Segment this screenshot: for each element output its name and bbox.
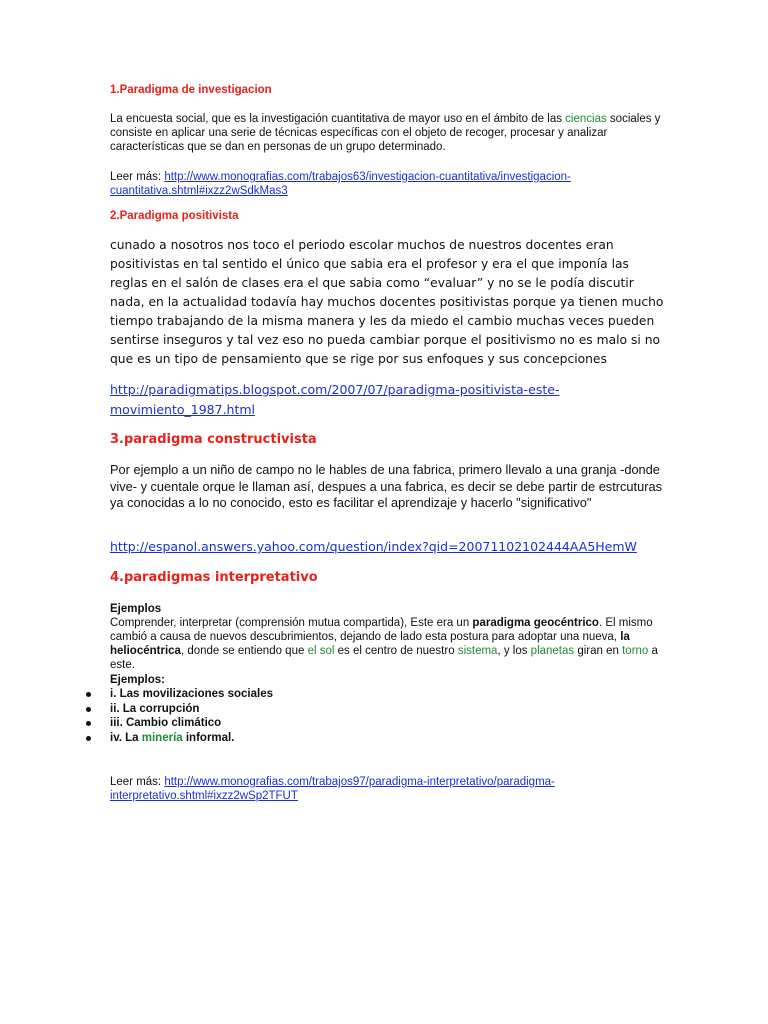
leer-mas-label-4: Leer más: xyxy=(110,776,165,788)
section-4-source xyxy=(110,775,666,803)
s4-text-4: es el centro de nuestro xyxy=(334,645,458,657)
s4-text-7: a este. xyxy=(110,645,658,671)
section-1-text-a: La encuesta social, que es la investigación cuantitativa de mayor uso en el ámbito de las xyxy=(110,113,566,125)
section-3-link[interactable]: http://espanol.answers.yahoo.com/question/index?qid=20071102102444AA5HemW xyxy=(110,539,637,554)
section-4-link[interactable]: http://www.monografias.com/trabajos97/paradigma-interpretativo/paradigma-interpretativo.shtml#ixzz2wSp2TFUT xyxy=(110,776,555,802)
list-item-text: iii. Cambio climático xyxy=(110,717,222,729)
section-1-paragraph xyxy=(110,112,666,154)
list-item xyxy=(86,702,646,717)
section-2-link[interactable]: http://paradigmatips.blogspot.com/2007/07/paradigma-positivista-este-movimiento_1987.html xyxy=(110,382,560,417)
section-3-source xyxy=(110,537,666,557)
section-4-heading: 4.paradigmas interpretativo xyxy=(110,570,318,585)
s4-text-3: , donde se entiendo que xyxy=(180,645,308,657)
section-2-paragraph: cunado a nosotros nos toco el periodo escolar muchos de nuestros docentes eran positivistas en tal sentido el único que sabia era el profesor y era el que imponía las reglas en el salón de clases era el que sabia como “evaluar” y no se le podía discutir nada, en la actualidad todavía hay muchos docentes positivistas porque ya tienen mucho tiempo trabajando de la misma manera y les da miedo el cambio muchas veces pueden sentirse inseguros y tal vez eso no pueda cambiar porque el positivismo no es malo si no que es un tipo de pensamiento que se rige por sus enfoques y sus concepciones xyxy=(110,238,664,366)
examples-list xyxy=(86,687,646,745)
section-1-text-b: sociales y consiste en aplicar una serie de técnicas específicas con el objeto de recoger, procesar y analizar características que se dan en personas de un grupo determinado. xyxy=(110,113,661,153)
section-1-link[interactable]: http://www.monografias.com/trabajos63/investigacion-cuantitativa/investigacion-cuantitativa.shtml#ixzz2wSdkMas3 xyxy=(110,171,571,197)
ciencias-link-text[interactable]: ciencias xyxy=(565,113,607,125)
geocentrico-bold: paradigma geocéntrico xyxy=(472,617,599,629)
list-item xyxy=(86,731,646,746)
list-item-text: iv. La xyxy=(110,731,142,744)
section-2-source xyxy=(110,380,666,420)
section-1-source xyxy=(110,170,666,198)
bullet-icon xyxy=(86,736,91,741)
section-4-paragraph xyxy=(110,616,666,672)
list-item xyxy=(86,687,646,702)
section-3-heading: 3.paradigma constructivista xyxy=(110,432,317,447)
el-sol-link-text[interactable]: el sol xyxy=(307,645,335,657)
bullet-icon xyxy=(86,721,91,726)
s4-text-2: . El mismo cambió a causa de nuevos descubrimientos, dejando de lado esta postura para adoptar una nueva, xyxy=(110,617,653,643)
ejemplos-2-label: Ejemplos: xyxy=(110,674,165,686)
sistema-link-text[interactable]: sistema xyxy=(457,645,498,657)
ejemplos-label: Ejemplos xyxy=(110,603,162,615)
s4-text-6: giran en xyxy=(574,645,623,657)
list-item xyxy=(86,716,646,731)
torno-link-text[interactable]: torno xyxy=(622,645,649,657)
list-item-text: ii. La corrupción xyxy=(110,702,200,715)
bullet-icon xyxy=(86,707,91,712)
mineria-link-text[interactable]: minería xyxy=(141,731,183,744)
list-item-text: i. Las movilizaciones sociales xyxy=(110,688,273,700)
leer-mas-label-1: Leer más: xyxy=(110,171,165,183)
heliocentrica-bold: la heliocéntrica xyxy=(110,631,630,657)
bullet-icon xyxy=(86,692,91,697)
section-1-heading: 1.Paradigma de investigacion xyxy=(110,84,272,96)
section-2-heading: 2.Paradigma positivista xyxy=(110,210,239,222)
planetas-link-text[interactable]: planetas xyxy=(530,645,575,657)
list-item-text-end: informal. xyxy=(182,731,235,744)
s4-text-5: , y los xyxy=(497,645,531,657)
s4-text-1: Comprender, interpretar (comprensión mutua compartida), Este era un xyxy=(110,617,473,629)
section-3-paragraph: Por ejemplo a un niño de campo no le hables de una fabrica, primero llevalo a una granja -donde vive- y cuentale orque le llaman así, despues a una fabrica, es decir se debe partir de estrcuturas ya conocidas a lo no conocido, esto es facilitar el aprendizaje y hacerlo "significativo" xyxy=(110,462,662,510)
